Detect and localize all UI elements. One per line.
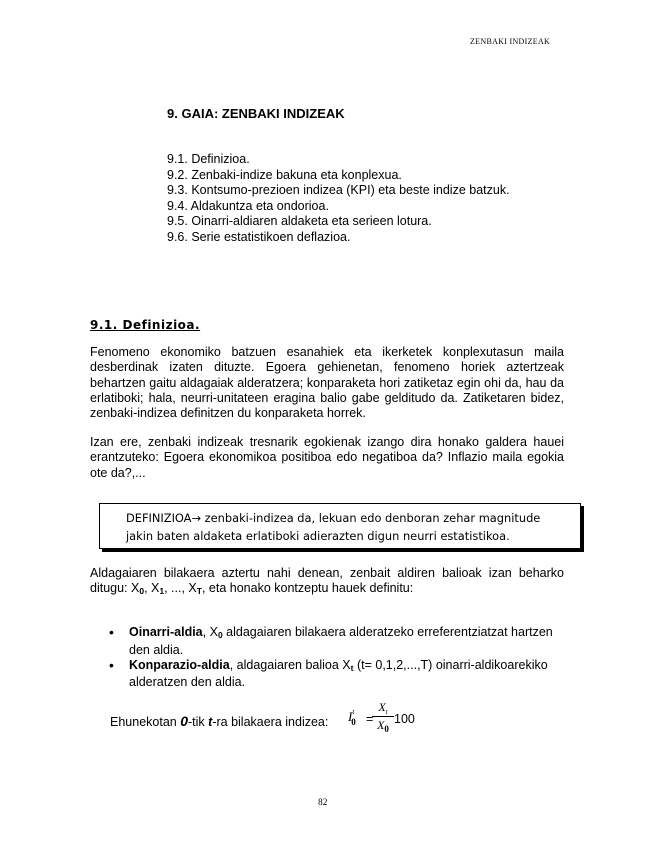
formula-line: Ehunekotan 0-tik t-ra bilakaera indizea: $I^t_0$ = bbox=[110, 708, 374, 729]
term-comparison-period: Konparazio-aldia bbox=[129, 657, 230, 672]
definition-label: DEFINIZIOA bbox=[126, 511, 192, 525]
equals-sign: = bbox=[366, 712, 374, 726]
paragraph-questions: Izan ere, zenbaki indizeak tresnarik egokienak izango dira honako galdera hauei erantzuteko: Egoera ekonomikoa positiboa edo negatiboa da? Inflazio maila egokia ote da?,... bbox=[90, 435, 564, 480]
definition-list bbox=[105, 625, 565, 690]
running-header: ZENBAKI INDIZEAK bbox=[470, 37, 551, 46]
toc-item: 9.1. Definizioa. bbox=[167, 152, 250, 166]
definition-line-2: jakin baten aldaketa erlatiboki adierazten digun neurri estatistikoa. bbox=[126, 529, 510, 543]
toc-item: 9.3. Kontsumo-prezioen indizea (KPI) eta beste indize batzuk. bbox=[167, 183, 510, 197]
fraction-bar bbox=[372, 716, 394, 717]
fraction-denominator: $X_0$ bbox=[377, 718, 389, 734]
toc-item: 9.2. Zenbaki-indize bakuna eta konplexua. bbox=[167, 167, 402, 182]
list-item: • Oinarri-aldia, $X_0$ aldagaiaren bilakaera alderatzeko erreferentziatzat hartzen den aldia. bbox=[109, 624, 553, 657]
paragraph-intro: Fenomeno ekonomiko batzuen esanahiek eta ikerketek konplexutasun maila desberdinak izaten dituzte. Egoera gehienetan, fenomeno horiek aztertzeak behartzen gaitu aldagaiak alderatzera; konparaketa hori zatiketaz egin ohi da, hau da erlatiboki; hala, neurri-unitateen eragina balio gabe gelditudo da. Zatiketaren bidez, zenbaki-indizea definitzen du konparaketa horrek. bbox=[90, 345, 564, 421]
chapter-title: 9. GAIA: ZENBAKI INDIZEAK bbox=[167, 106, 345, 121]
section-heading: 9.1. Definizioa. bbox=[90, 318, 201, 332]
multiplier: 100 bbox=[394, 712, 415, 726]
bullet-icon: • bbox=[109, 656, 114, 673]
toc-item: 9.4. Aldakuntza eta ondorioa. bbox=[167, 198, 329, 213]
table-of-contents bbox=[167, 152, 510, 245]
fraction bbox=[372, 700, 394, 733]
page-number: 82 bbox=[318, 798, 328, 808]
index-symbol: $I^t_0$ bbox=[348, 708, 356, 727]
toc-item: 9.6. Serie estatistikoen deflazioa. bbox=[167, 229, 351, 244]
definition-box bbox=[99, 503, 581, 549]
toc-item: 9.5. Oinarri-aldiaren aldaketa eta serieen lotura. bbox=[167, 214, 432, 228]
bullet-icon: • bbox=[109, 624, 114, 640]
definition-line-1: DEFINIZIOA→ zenbaki-indizea da, lekuan edo denboran zehar magnitude bbox=[126, 511, 541, 525]
arrow-icon: → bbox=[191, 511, 202, 525]
fraction-numerator: $X_t$ bbox=[378, 700, 388, 716]
paragraph-periods: Aldagaiaren bilakaera aztertu nahi denean, zenbait aldiren balioak izan beharko ditugu: $X_0$, $X_1$, ..., $X_T$, eta honako kontzeptu hauek definitu: bbox=[90, 566, 564, 597]
list-item: • Konparazio-aldia, aldagaiaren balioa $X_t$ (t= 0,1,2,...,T) oinarri-aldikoarekiko alderatzen den aldia. bbox=[109, 656, 548, 690]
term-base-period: Oinarri-aldia bbox=[129, 625, 203, 639]
